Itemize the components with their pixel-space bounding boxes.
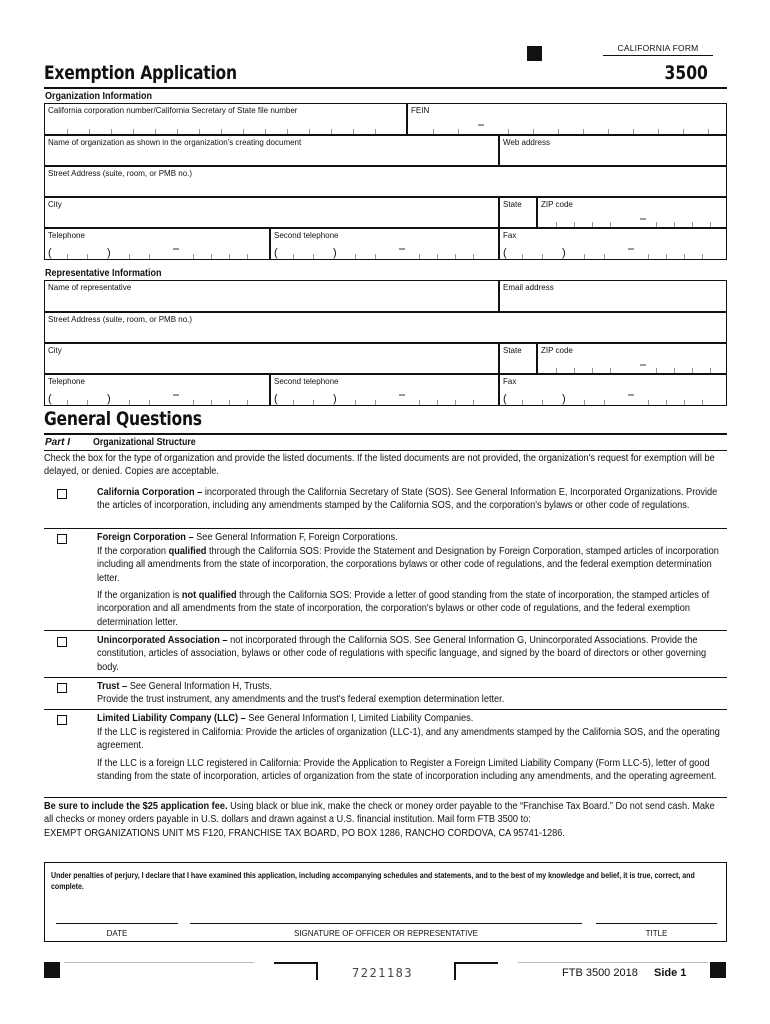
digit-ticks	[271, 400, 498, 405]
item-text: See General Information I, Limited Liability Companies.	[245, 713, 474, 724]
field-label: Fax	[503, 377, 517, 386]
rep-zip-field[interactable]	[537, 343, 727, 374]
instructions-text: Check the box for the type of organization and provide the listed documents. If the listed documents are not provided, the organization's request for exemption will be delayed, or denied. Copies are acceptable.	[44, 453, 715, 478]
part-label: Part I	[45, 437, 71, 448]
org-fein-field[interactable]	[407, 103, 727, 135]
item-text: See General Information H, Trusts.	[127, 681, 272, 692]
trust-checkbox[interactable]	[57, 683, 67, 693]
foreign-corporation-checkbox[interactable]	[57, 534, 67, 544]
field-label: ZIP code	[541, 346, 573, 355]
digit-ticks	[500, 254, 726, 259]
fee-bold: Be sure to include the $25 application fee.	[44, 801, 228, 812]
phone-dash	[173, 248, 179, 250]
org-fax-field[interactable]	[499, 228, 727, 260]
separator	[44, 528, 727, 529]
field-label: Second telephone	[274, 231, 339, 240]
field-label: Telephone	[48, 377, 85, 386]
general-rule	[44, 433, 727, 435]
field-label: Second telephone	[274, 377, 339, 386]
field-label: Web address	[503, 138, 550, 147]
digit-ticks	[408, 129, 726, 134]
title-caption: TITLE	[645, 929, 668, 938]
item-title: Trust –	[97, 681, 128, 692]
declaration-box	[44, 862, 727, 942]
california-corporation-text	[97, 486, 723, 513]
paren-open: (	[274, 393, 278, 405]
phone-dash	[628, 248, 634, 250]
llc-california-text: If the LLC is registered in California: Provide the articles of organization (LLC-1), and any amendments stamped by the California SOS, and the operating agreement.	[97, 727, 720, 752]
form-id: FTB 3500 2018	[562, 967, 638, 979]
corner-mark-left	[274, 962, 318, 980]
org-telephone-field[interactable]	[44, 228, 270, 260]
footer-rule-left	[64, 962, 254, 963]
field-label: Email address	[503, 283, 554, 292]
phone-dash	[399, 248, 405, 250]
org-state-field[interactable]	[499, 197, 537, 228]
item-title: Unincorporated Association –	[97, 635, 228, 646]
trust-text	[97, 680, 723, 707]
llc-text	[97, 712, 723, 725]
declaration-text: Under penalties of perjury, I declare that I have examined this application, including accompanying schedules and statements, and to the best of my knowledge and belief, it is true, correct, and complete.	[51, 871, 695, 891]
rep-fax-field[interactable]	[499, 374, 727, 406]
signature-line[interactable]	[190, 923, 582, 924]
paren-close: )	[333, 247, 337, 259]
zip-dash	[640, 364, 646, 366]
form-barcode: 7221183	[352, 966, 414, 980]
phone-dash	[173, 394, 179, 396]
general-questions-heading: General Questions	[44, 408, 202, 430]
org-zip-field[interactable]	[537, 197, 727, 228]
paren-open: (	[274, 247, 278, 259]
field-label: FEIN	[411, 106, 430, 115]
paren-close: )	[107, 393, 111, 405]
field-label: ZIP code	[541, 200, 573, 209]
digit-ticks	[538, 222, 726, 227]
fee-instructions	[44, 800, 725, 840]
rep-city-field[interactable]	[44, 343, 499, 374]
paren-open: (	[503, 393, 507, 405]
field-label: Name of representative	[48, 283, 132, 292]
field-label: Fax	[503, 231, 517, 240]
separator	[44, 630, 727, 631]
foreign-corporation-text	[97, 531, 723, 544]
signature-caption: SIGNATURE OF OFFICER OR REPRESENTATIVE	[293, 929, 478, 938]
paren-open: (	[48, 393, 52, 405]
unincorporated-association-checkbox[interactable]	[57, 637, 67, 647]
foreign-not-qualified-text: If the organization is not qualified through the California SOS: Provide a letter of good standing from the state of incorporation, the stamped articles of incorporation and all amendments from the state of incorporation, the corporation's bylaws or other code of regulations, and the federal exemption determination letter.	[97, 590, 710, 628]
field-label: California corporation number/California Secretary of State file number	[48, 106, 298, 115]
paren-close: )	[562, 393, 566, 405]
digit-ticks	[271, 254, 498, 259]
rep-name-field[interactable]	[44, 280, 499, 312]
footer-rule-right	[518, 962, 708, 963]
separator	[44, 797, 727, 798]
zip-dash	[640, 218, 646, 220]
paren-open: (	[48, 247, 52, 259]
rep-email-field[interactable]	[499, 280, 727, 312]
org-street-field[interactable]	[44, 166, 727, 197]
llc-foreign-text: If the LLC is a foreign LLC registered in California: Provide the Application to Register a Foreign Limited Liability Company (Form LLC-5), letter of good standing from the state of incorporation, articles of organization from the state of incorporation including any amendments, and the operating agreement.	[97, 758, 717, 783]
california-corporation-checkbox[interactable]	[57, 489, 67, 499]
field-label: Telephone	[48, 231, 85, 240]
date-line[interactable]	[56, 923, 178, 924]
rep-state-field[interactable]	[499, 343, 537, 374]
item-text: incorporated through the California Secretary of State (SOS). See General Information E, Incorporated Organizations. Provide the articles of incorporation, including any amendments stamped by the California SOS, and the corporation's bylaws or other code of regulations.	[97, 487, 718, 512]
org-web-field[interactable]	[499, 135, 727, 166]
part-rule	[44, 450, 727, 451]
side-label: Side 1	[654, 967, 687, 979]
representative-heading: Representative Information	[45, 268, 162, 279]
fein-dash	[478, 124, 484, 126]
rep-second-telephone-field[interactable]	[270, 374, 499, 406]
org-name-field[interactable]	[44, 135, 499, 166]
paren-close: )	[107, 247, 111, 259]
field-label: City	[48, 346, 62, 355]
organization-heading: Organization Information	[45, 91, 153, 102]
form-number: 3500	[664, 62, 708, 84]
paren-close: )	[333, 393, 337, 405]
field-label: State	[503, 200, 522, 209]
separator	[44, 677, 727, 678]
digit-ticks	[45, 254, 269, 259]
title-line[interactable]	[596, 923, 717, 924]
header-rule	[44, 87, 727, 89]
date-caption: DATE	[106, 929, 128, 938]
unincorporated-association-text	[97, 634, 723, 674]
field-label: Street Address (suite, room, or PMB no.)	[48, 169, 193, 178]
digit-ticks	[45, 400, 269, 405]
field-label: State	[503, 346, 522, 355]
part-title: Organizational Structure	[93, 437, 196, 448]
fee-text: Using black or blue ink, make the check or money order payable to the “Franchise Tax Board.” Do not send cash. Make all checks or money orders payable in U.S. dollars and drawn against a U.S. financial institution. Mail form FTB 3500 to:	[44, 801, 715, 826]
phone-dash	[399, 394, 405, 396]
paren-open: (	[503, 247, 507, 259]
agency-label: CALIFORNIA FORM	[603, 43, 713, 56]
digit-ticks	[500, 400, 726, 405]
item-text: not incorporated through the California SOS. See General Information G, Unincorporated Associations. Provide the constitution, articles of association, bylaws or other code of regulations with specific language, and signed by the board of directors or other governing body.	[97, 635, 707, 673]
registration-mark-bottom-left	[44, 962, 60, 978]
item-title: California Corporation –	[97, 487, 203, 498]
field-label: Street Address (suite, room, or PMB no.)	[48, 315, 193, 324]
field-label: Name of organization as shown in the organization's creating document	[48, 138, 302, 147]
digit-ticks	[538, 368, 726, 373]
field-label: City	[48, 200, 62, 209]
item-title: Limited Liability Company (LLC) –	[97, 713, 246, 724]
separator	[44, 709, 727, 710]
registration-mark-top	[527, 46, 542, 61]
org-second-telephone-field[interactable]	[270, 228, 499, 260]
page-title: Exemption Application	[44, 62, 237, 84]
item-text: Provide the trust instrument, any amendments and the trust's federal exemption determination letter.	[97, 694, 505, 706]
item-text: See General Information F, Foreign Corporations.	[193, 532, 398, 543]
item-title: Foreign Corporation –	[97, 532, 194, 543]
foreign-qualified-text: If the corporation qualified through the California SOS: Provide the Statement and Designation by Foreign Corporation, stamped articles of incorporation including all amendments from the state of incorporation, the corporations bylaws or other code of regulations, and the federal exemption determination letter.	[97, 546, 719, 584]
paren-close: )	[562, 247, 566, 259]
phone-dash	[628, 394, 634, 396]
rep-telephone-field[interactable]	[44, 374, 270, 406]
mailing-address: EXEMPT ORGANIZATIONS UNIT MS F120, FRANCHISE TAX BOARD, PO BOX 1286, RANCHO CORDOVA, CA 95741-1286.	[44, 827, 565, 839]
rep-street-field[interactable]	[44, 312, 727, 343]
llc-checkbox[interactable]	[57, 715, 67, 725]
registration-mark-bottom-right	[710, 962, 726, 978]
org-city-field[interactable]	[44, 197, 499, 228]
org-corp-number-field[interactable]	[44, 103, 407, 135]
corner-mark-right	[454, 962, 498, 980]
digit-ticks	[45, 129, 406, 134]
